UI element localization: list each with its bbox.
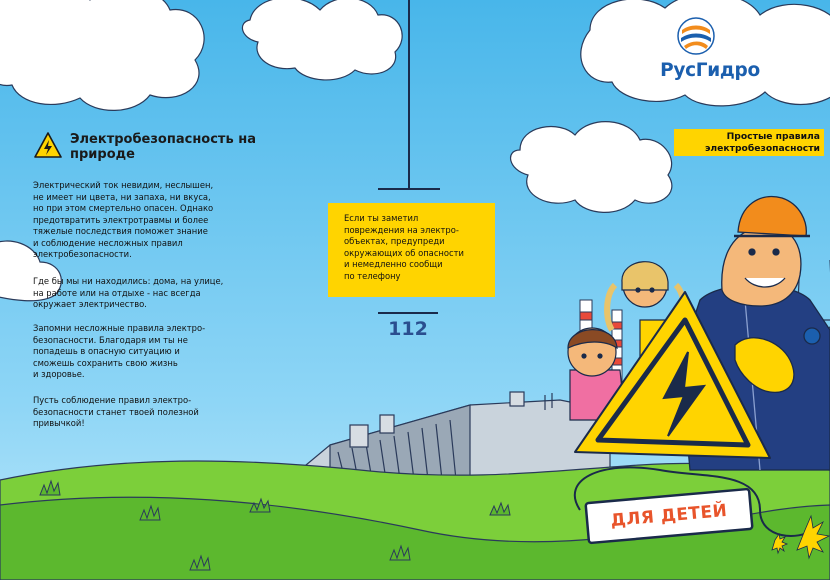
- back-paragraph-4: Пусть соблюдение правил электро- безопасности станет твоей полезной привычкой!: [33, 395, 199, 428]
- rushydro-logo-icon: [676, 16, 716, 56]
- back-paragraph-2: Где бы мы ни находились: дома, на улице, на работе или на отдыхе - нас всегда окружает электричество.: [33, 276, 224, 309]
- spark-icon: [772, 516, 829, 558]
- fold-line-top: [408, 0, 410, 190]
- back-paragraph-1: Электрический ток невидим, неслышен, не имеет ни цвета, ни запаха, ни вкуса, но при этом смертельно опасен. Однако предотвратить электротравмы и более тяжелые последствия поможет знание и соблюдение несложных правил электробезопасности.: [33, 180, 214, 259]
- back-heading: Электробезопасность на природе: [70, 132, 256, 162]
- badge-label: ДЛЯ ДЕТЕЙ: [609, 500, 729, 532]
- emergency-phone: 112: [388, 318, 428, 340]
- emergency-notice: Если ты заметил повреждения на электро- объектах, предупреди окружающих об опасности и немедленно сообщи по телефону: [328, 203, 495, 297]
- fold-line-cross: [378, 188, 440, 190]
- phone-divider: [378, 312, 438, 314]
- cover-title: Простые правила электробезопасности: [674, 129, 824, 156]
- back-paragraph-3: Запомни несложные правила электро- безопасности. Благодаря им ты не попадешь в опасную ситуацию и сможешь сохранить свою жизнь и здоровье.: [33, 323, 206, 379]
- brand-name: РусГидро: [660, 60, 760, 81]
- high-voltage-warning-icon: [34, 132, 62, 158]
